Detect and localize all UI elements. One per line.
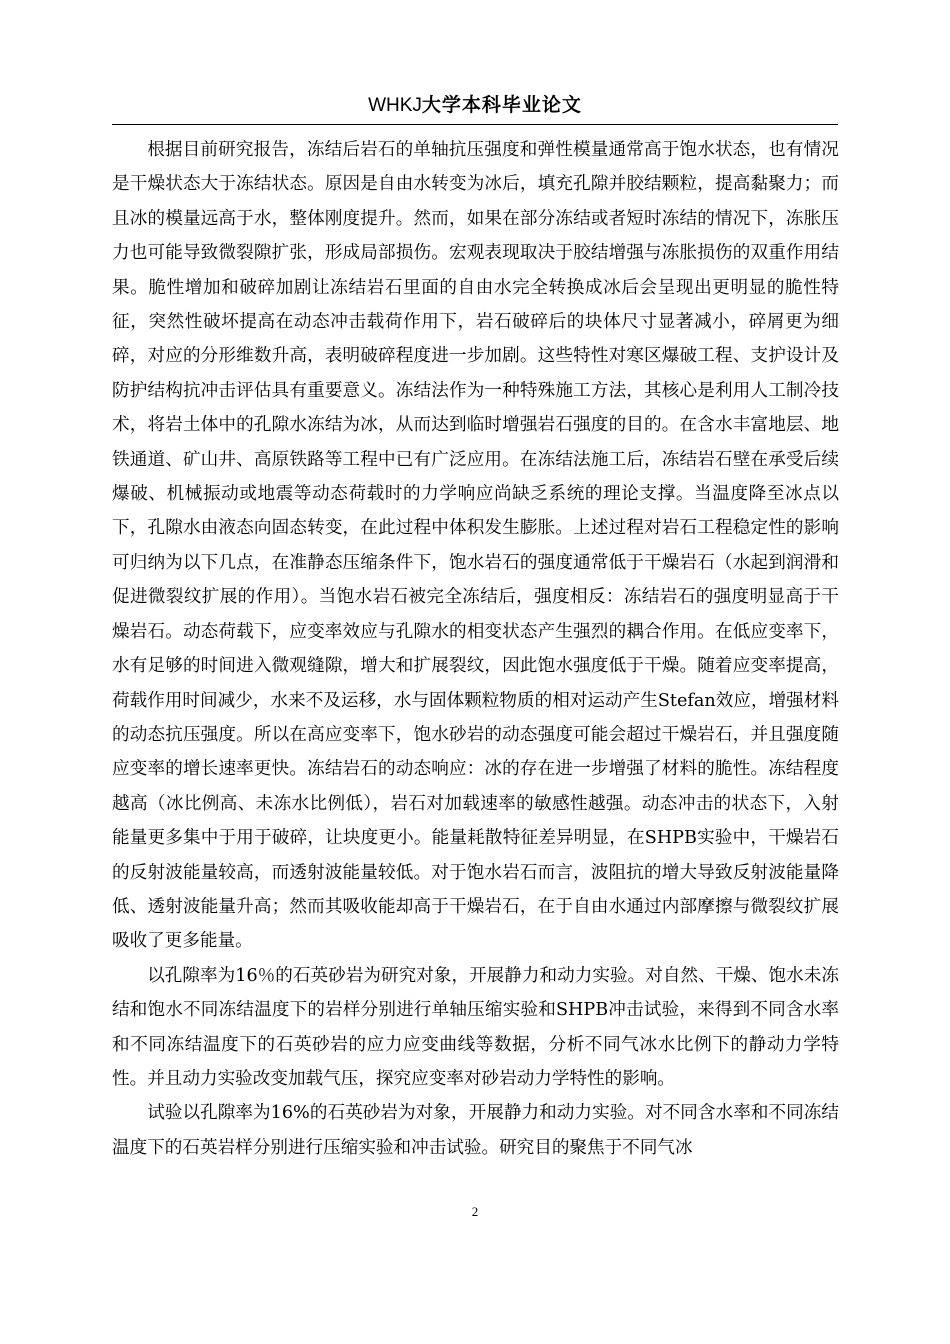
header-divider: [112, 124, 838, 125]
paragraph-3: 试验以孔隙率为16%的石英砂岩为对象，开展静力和动力实验。对不同含水率和不同冻结温度下的石英岩样分别进行压缩实验和冲击试验。研究目的聚焦于不同气冰: [112, 1103, 839, 1158]
paragraph-2: 以孔隙率为16％的石英砂岩为研究对象，开展静力和动力实验。对自然、干燥、饱水未冻结和饱水不同冻结温度下的岩样分别进行单轴压缩实验和SHPB冲击试验，来得到不同含水率和不同冻结温度下的石英砂岩的应力应变曲线等数据，分析不同气冰水比例下的静动力学特性。并且动力实验改变加载气压，探究应变率对砂岩动力学特性的影响。: [112, 965, 839, 1089]
page-number: 2: [471, 1204, 479, 1219]
paragraph-1: 根据目前研究报告，冻结后岩石的单轴抗压强度和弹性模量通常高于饱水状态，也有情况是干燥状态大于冻结状态。原因是自由水转变为冰后，填充孔隙并胶结颗粒，提高黏聚力；而且冰的模量远高于水，整体刚度提升。然而，如果在部分冻结或者短时冻结的情况下，冻胀压力也可能导致微裂隙扩张，形成局部损伤。宏观表现取决于胶结增强与冻胀损伤的双重作用结果。脆性增加和破碎加剧让冻结岩石里面的自由水完全转换成冰后会呈现出更明显的脆性特征，突然性破坏提高在动态冲击载荷作用下，岩石破碎后的块体尺寸显著减小，碎屑更为细碎，对应的分形维数升高，表明破碎程度进一步加剧。这些特性对寒区爆破工程、支护设计及防护结构抗冲击评估具有重要意义。冻结法作为一种特殊施工方法，其核心是利用人工制冷技术，将岩土体中的孔隙水冻结为冰，从而达到临时增强岩石强度的目的。在含水丰富地层、地铁通道、矿山井、高原铁路等工程中已有广泛应用。在冻结法施工后，冻结岩石壁在承受后续爆破、机械振动或地震等动态荷载时的力学响应尚缺乏系统的理论支撑。当温度降至冰点以下，孔隙水由液态向固态转变，在此过程中体积发生膨胀。上述过程对岩石工程稳定性的影响可归纳为以下几点，在准静态压缩条件下，饱水岩石的强度通常低于干燥岩石（水起到润滑和促进微裂纹扩展的作用）。当饱水岩石被完全冻结后，强度相反：冻结岩石的强度明显高于干燥岩石。动态荷载下，应变率效应与孔隙水的相变状态产生强烈的耦合作用。在低应变率下，水有足够的时间进入微观缝隙，增大和扩展裂纹，因此饱水强度低于干燥。随着应变率提高，荷载作用时间减少，水来不及运移，水与固体颗粒物质的相对运动产生Stefan效应，增强材料的动态抗压强度。所以在高应变率下，饱水砂岩的动态强度可能会超过干燥岩石，并且强度随应变率的增长速率更快。冻结岩石的动态响应：冰的存在进一步增强了材料的脆性。冻结程度越高（冰比例高、未冻水比例低），岩石对加载速率的敏感性越强。动态冲击的状态下，入射能量更多集中于用于破碎，让块度更小。能量耗散特征差异明显，在SHPB实验中，干燥岩石的反射波能量较高，而透射波能量较低。对于饱水岩石而言，波阻抗的增大导致反射波能量降低、透射波能量升高；然而其吸收能却高于干燥岩石，在于自由水通过内部摩擦与微裂纹扩展吸收了更多能量。: [112, 140, 839, 952]
header-title: 大学本科毕业论文: [421, 94, 582, 116]
header-prefix: WHKJ: [368, 95, 422, 116]
running-header: [0, 92, 950, 119]
body-text: [112, 133, 839, 1165]
